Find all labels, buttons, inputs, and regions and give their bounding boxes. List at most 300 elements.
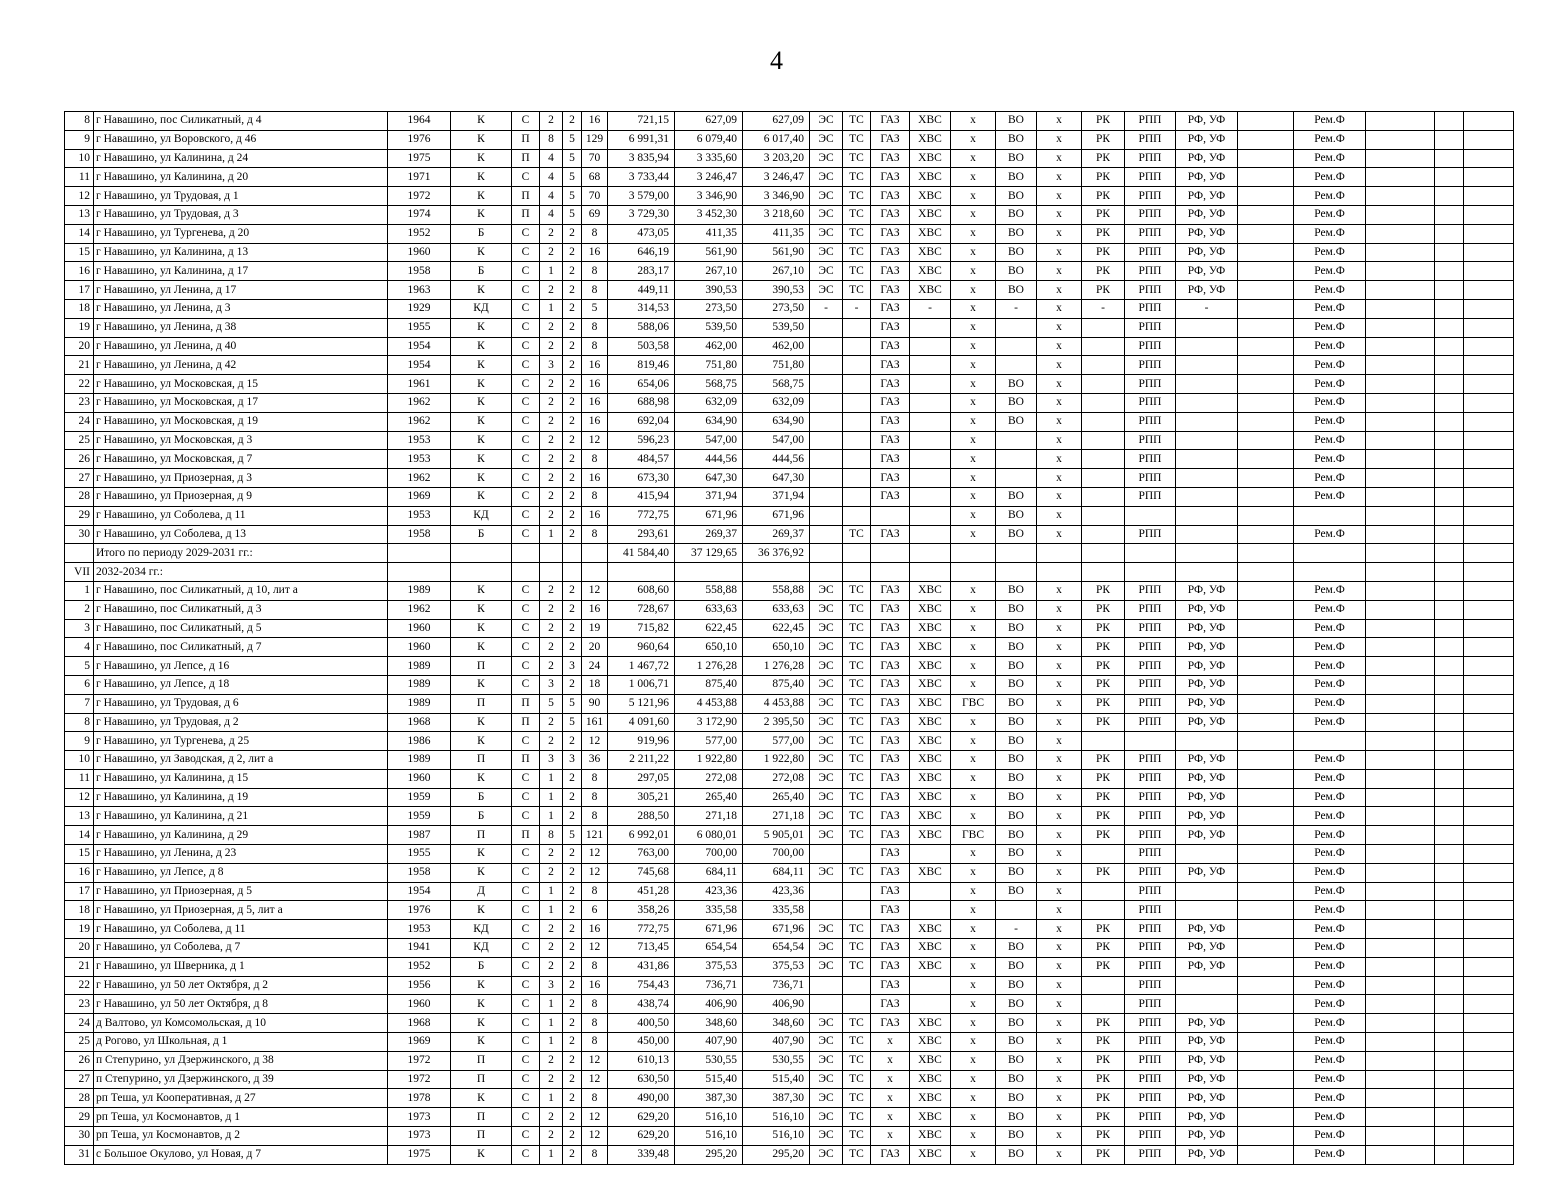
table-cell: РПП <box>1125 112 1176 131</box>
table-cell: 305,21 <box>608 788 675 807</box>
table-cell: ЭС <box>810 149 843 168</box>
table-cell: 4 <box>540 149 563 168</box>
table-cell: 1 <box>540 299 563 318</box>
table-cell <box>540 544 563 563</box>
table-cell: ВО <box>996 168 1037 187</box>
table-cell: 411,35 <box>743 224 810 243</box>
table-cell: К <box>451 845 512 864</box>
table-cell: 1960 <box>388 638 451 657</box>
table-cell <box>1435 262 1464 281</box>
table-cell: 70 <box>582 149 608 168</box>
table-cell: ГАЗ <box>871 807 910 826</box>
table-cell: 1971 <box>388 168 451 187</box>
table-cell: с Большое Окулово, ул Новая, д 7 <box>94 1145 388 1164</box>
table-cell <box>1435 187 1464 206</box>
table-cell: 1972 <box>388 1051 451 1070</box>
table-cell: ГАЗ <box>871 581 910 600</box>
table-cell: х <box>1037 112 1082 131</box>
table-cell: ВО <box>996 205 1037 224</box>
table-cell <box>1238 1127 1294 1146</box>
table-cell: РПП <box>1125 863 1176 882</box>
table-cell: 2 211,22 <box>608 751 675 770</box>
table-cell: ГАЗ <box>871 375 910 394</box>
table-cell <box>1435 469 1464 488</box>
table-cell: 647,30 <box>743 469 810 488</box>
table-cell: ХВС <box>910 112 951 131</box>
table-cell <box>1435 976 1464 995</box>
table-cell <box>910 450 951 469</box>
table-cell <box>1366 638 1435 657</box>
table-cell <box>1435 939 1464 958</box>
table-cell: ЭС <box>810 863 843 882</box>
table-cell: 406,90 <box>675 995 743 1014</box>
table-cell <box>1037 563 1082 582</box>
table-cell: 272,08 <box>675 769 743 788</box>
table-cell <box>1366 995 1435 1014</box>
table-cell: 2 <box>540 487 563 506</box>
table-cell: 1974 <box>388 205 451 224</box>
table-cell: х <box>951 393 996 412</box>
table-cell <box>951 544 996 563</box>
table-row <box>65 112 1514 131</box>
table-cell: 5 905,01 <box>743 826 810 845</box>
table-cell: 2 <box>540 657 563 676</box>
table-cell: 1968 <box>388 713 451 732</box>
table-cell: ВО <box>996 845 1037 864</box>
table-cell: 273,50 <box>675 299 743 318</box>
table-cell: ГАЗ <box>871 224 910 243</box>
table-cell: 20 <box>65 939 94 958</box>
table-cell: С <box>512 863 540 882</box>
table-cell: 5 <box>563 168 582 187</box>
housing-table <box>64 111 1514 1165</box>
table-cell: Рем.Ф <box>1294 412 1366 431</box>
table-cell: К <box>451 337 512 356</box>
table-cell: 1960 <box>388 243 451 262</box>
table-cell: РПП <box>1125 957 1176 976</box>
table-cell: ГАЗ <box>871 149 910 168</box>
table-cell: г Навашино, ул Ленина, д 40 <box>94 337 388 356</box>
table-cell: Рем.Ф <box>1294 281 1366 300</box>
table-cell <box>1238 1070 1294 1089</box>
table-cell <box>1464 713 1514 732</box>
table-cell: х <box>1037 901 1082 920</box>
table-cell: С <box>512 1014 540 1033</box>
table-cell <box>1435 337 1464 356</box>
table-cell: Рем.Ф <box>1294 1070 1366 1089</box>
table-cell <box>1366 412 1435 431</box>
table-cell <box>1366 1051 1435 1070</box>
table-cell: РПП <box>1125 1108 1176 1127</box>
table-cell: РК <box>1082 619 1125 638</box>
table-cell: г Навашино, ул Московская, д 17 <box>94 393 388 412</box>
table-cell: РК <box>1082 769 1125 788</box>
table-cell <box>1366 469 1435 488</box>
table-cell: 90 <box>582 694 608 713</box>
table-row <box>65 826 1514 845</box>
table-cell <box>1294 732 1366 751</box>
table-cell: 4 453,88 <box>743 694 810 713</box>
table-cell: ГАЗ <box>871 600 910 619</box>
table-cell: ТС <box>843 168 871 187</box>
table-cell <box>1082 412 1125 431</box>
table-cell: г Навашино, ул Ленина, д 23 <box>94 845 388 864</box>
table-cell <box>910 393 951 412</box>
table-cell: РФ, УФ <box>1176 807 1238 826</box>
table-cell: 2 <box>540 112 563 131</box>
table-cell <box>1082 375 1125 394</box>
table-cell: 24 <box>65 1014 94 1033</box>
table-cell: ХВС <box>910 168 951 187</box>
table-cell <box>1176 544 1238 563</box>
table-cell: 24 <box>65 412 94 431</box>
table-cell <box>1435 600 1464 619</box>
table-cell: 37 129,65 <box>675 544 743 563</box>
table-cell <box>1366 149 1435 168</box>
table-cell <box>1366 168 1435 187</box>
table-cell <box>1435 751 1464 770</box>
table-cell: ТС <box>843 694 871 713</box>
table-cell: 335,58 <box>743 901 810 920</box>
table-cell <box>1464 299 1514 318</box>
table-cell: ХВС <box>910 788 951 807</box>
table-cell: 390,53 <box>743 281 810 300</box>
table-cell <box>1435 995 1464 1014</box>
table-cell <box>843 393 871 412</box>
table-cell <box>1435 281 1464 300</box>
table-cell: х <box>1037 713 1082 732</box>
table-cell: РФ, УФ <box>1176 1127 1238 1146</box>
table-cell: РПП <box>1125 788 1176 807</box>
table-cell: П <box>451 1051 512 1070</box>
table-cell <box>1366 431 1435 450</box>
table-cell: РПП <box>1125 694 1176 713</box>
table-cell: 1 922,80 <box>675 751 743 770</box>
table-cell <box>1238 1051 1294 1070</box>
table-cell: 16 <box>582 506 608 525</box>
table-cell <box>1366 600 1435 619</box>
table-cell: РПП <box>1125 431 1176 450</box>
table-cell <box>810 469 843 488</box>
table-cell: 1 <box>540 525 563 544</box>
table-cell: 622,45 <box>743 619 810 638</box>
table-cell: РК <box>1082 920 1125 939</box>
table-cell: К <box>451 450 512 469</box>
table-cell: ХВС <box>910 600 951 619</box>
table-cell <box>1176 375 1238 394</box>
table-cell <box>996 450 1037 469</box>
table-cell: С <box>512 1145 540 1164</box>
table-cell: г Навашино, ул Ленина, д 42 <box>94 356 388 375</box>
table-cell <box>1082 431 1125 450</box>
table-cell: 2 <box>540 506 563 525</box>
table-cell <box>1238 431 1294 450</box>
table-cell: 10 <box>65 149 94 168</box>
table-cell: РПП <box>1125 920 1176 939</box>
table-cell: ВО <box>996 638 1037 657</box>
table-cell <box>512 563 540 582</box>
table-cell <box>1464 205 1514 224</box>
table-cell: 7 <box>65 694 94 713</box>
table-cell: 503,58 <box>608 337 675 356</box>
table-cell <box>1176 431 1238 450</box>
table-cell <box>1366 694 1435 713</box>
table-cell: ЭС <box>810 657 843 676</box>
table-cell: ТС <box>843 713 871 732</box>
table-cell: 629,20 <box>608 1108 675 1127</box>
table-cell <box>1366 713 1435 732</box>
table-cell: РПП <box>1125 299 1176 318</box>
table-cell: г Навашино, ул Калинина, д 21 <box>94 807 388 826</box>
table-cell: РПП <box>1125 939 1176 958</box>
table-cell: 530,55 <box>675 1051 743 1070</box>
table-cell: 1962 <box>388 393 451 412</box>
table-cell: 68 <box>582 168 608 187</box>
table-cell: 70 <box>582 187 608 206</box>
table-cell <box>843 976 871 995</box>
table-cell: Рем.Ф <box>1294 600 1366 619</box>
table-cell: г Навашино, ул Лепсе, д 16 <box>94 657 388 676</box>
table-cell: Рем.Ф <box>1294 807 1366 826</box>
table-cell <box>1366 826 1435 845</box>
table-cell: ХВС <box>910 130 951 149</box>
table-cell <box>1435 1145 1464 1164</box>
table-cell: ГАЗ <box>871 130 910 149</box>
table-cell: Рем.Ф <box>1294 1127 1366 1146</box>
table-cell: 627,09 <box>675 112 743 131</box>
table-cell: 16 <box>582 243 608 262</box>
table-cell <box>1366 224 1435 243</box>
table-cell: 27 <box>65 469 94 488</box>
table-cell: 1 <box>65 581 94 600</box>
table-cell: РФ, УФ <box>1176 600 1238 619</box>
table-cell: 633,63 <box>675 600 743 619</box>
table-cell: 650,10 <box>675 638 743 657</box>
table-cell <box>1464 1127 1514 1146</box>
table-cell: 2 <box>563 769 582 788</box>
table-cell: 12 <box>582 1108 608 1127</box>
table-cell: 561,90 <box>675 243 743 262</box>
table-cell <box>1464 281 1514 300</box>
table-cell <box>1435 920 1464 939</box>
table-cell: К <box>451 976 512 995</box>
table-row <box>65 318 1514 337</box>
table-cell: 8 <box>540 826 563 845</box>
table-cell <box>1366 675 1435 694</box>
table-cell: 12 <box>582 1051 608 1070</box>
table-cell <box>1366 318 1435 337</box>
table-cell: ХВС <box>910 281 951 300</box>
table-cell: ЭС <box>810 1070 843 1089</box>
table-cell: ВО <box>996 1033 1037 1052</box>
table-cell: Рем.Ф <box>1294 657 1366 676</box>
table-cell: Рем.Ф <box>1294 788 1366 807</box>
table-cell: ТС <box>843 732 871 751</box>
table-cell <box>1176 318 1238 337</box>
table-cell <box>1464 243 1514 262</box>
table-cell: ВО <box>996 375 1037 394</box>
table-cell: ГАЗ <box>871 675 910 694</box>
table-cell: 462,00 <box>743 337 810 356</box>
table-cell <box>1366 262 1435 281</box>
table-cell <box>1464 1108 1514 1127</box>
table-cell: РПП <box>1125 1089 1176 1108</box>
table-cell: П <box>451 694 512 713</box>
table-cell: 2 <box>563 506 582 525</box>
table-cell: 2 <box>540 243 563 262</box>
table-cell: х <box>1037 187 1082 206</box>
table-cell: РПП <box>1125 487 1176 506</box>
table-cell: 12 <box>582 1127 608 1146</box>
table-cell: РК <box>1082 675 1125 694</box>
table-cell: х <box>951 1051 996 1070</box>
table-cell: х <box>951 318 996 337</box>
table-cell: х <box>1037 1033 1082 1052</box>
table-cell: 2 <box>540 337 563 356</box>
table-cell: г Навашино, ул Московская, д 19 <box>94 412 388 431</box>
table-cell: Б <box>451 788 512 807</box>
table-cell: 8 <box>582 318 608 337</box>
table-cell <box>1238 826 1294 845</box>
table-cell: ЭС <box>810 243 843 262</box>
table-cell: 1972 <box>388 1070 451 1089</box>
table-cell: ГАЗ <box>871 845 910 864</box>
table-cell <box>1238 1033 1294 1052</box>
table-cell: 568,75 <box>743 375 810 394</box>
table-cell: 1954 <box>388 882 451 901</box>
table-cell: 2 <box>563 1070 582 1089</box>
table-cell: 2 <box>540 318 563 337</box>
table-cell: К <box>451 600 512 619</box>
table-cell <box>1125 563 1176 582</box>
table-cell: 295,20 <box>743 1145 810 1164</box>
table-cell: 339,48 <box>608 1145 675 1164</box>
table-cell <box>1238 807 1294 826</box>
table-cell: П <box>512 130 540 149</box>
table-cell: х <box>1037 149 1082 168</box>
table-cell: РПП <box>1125 675 1176 694</box>
table-cell: ВО <box>996 1127 1037 1146</box>
table-cell: 875,40 <box>743 675 810 694</box>
table-cell: х <box>1037 694 1082 713</box>
table-cell: РФ, УФ <box>1176 788 1238 807</box>
table-cell <box>810 487 843 506</box>
table-cell <box>1464 882 1514 901</box>
table-cell: Рем.Ф <box>1294 939 1366 958</box>
table-cell: г Навашино, ул Соболева, д 11 <box>94 506 388 525</box>
table-cell: 8 <box>582 1145 608 1164</box>
table-cell: С <box>512 901 540 920</box>
table-cell: 3 346,90 <box>743 187 810 206</box>
table-cell <box>1238 939 1294 958</box>
table-cell: РПП <box>1125 187 1176 206</box>
table-cell <box>1238 506 1294 525</box>
table-cell <box>1238 112 1294 131</box>
table-row <box>65 243 1514 262</box>
table-cell: К <box>451 1145 512 1164</box>
table-cell <box>1238 187 1294 206</box>
table-cell: РК <box>1082 581 1125 600</box>
table-cell <box>1082 337 1125 356</box>
table-cell: 1 <box>540 901 563 920</box>
table-cell <box>1366 393 1435 412</box>
table-cell: 1958 <box>388 525 451 544</box>
table-cell: РФ, УФ <box>1176 769 1238 788</box>
table-cell: х <box>951 732 996 751</box>
table-cell: г Навашино, ул Соболева, д 13 <box>94 525 388 544</box>
table-cell: 1969 <box>388 487 451 506</box>
table-cell: 2 <box>563 976 582 995</box>
table-cell: г Навашино, ул Лепсе, д 18 <box>94 675 388 694</box>
table-cell <box>996 431 1037 450</box>
table-cell: РФ, УФ <box>1176 713 1238 732</box>
table-cell <box>1082 976 1125 995</box>
table-cell: 633,63 <box>743 600 810 619</box>
table-cell <box>1082 356 1125 375</box>
table-cell: ТС <box>843 205 871 224</box>
table-cell: 622,45 <box>675 619 743 638</box>
table-cell: 371,94 <box>675 487 743 506</box>
table-cell: 8 <box>582 882 608 901</box>
table-cell: 515,40 <box>675 1070 743 1089</box>
table-cell <box>843 845 871 864</box>
table-cell: 15 <box>65 845 94 864</box>
table-cell: С <box>512 318 540 337</box>
table-cell: 754,43 <box>608 976 675 995</box>
table-cell: К <box>451 318 512 337</box>
table-cell <box>1464 431 1514 450</box>
table-cell: х <box>1037 431 1082 450</box>
table-cell <box>582 563 608 582</box>
table-cell <box>1238 487 1294 506</box>
table-cell: 1969 <box>388 1033 451 1052</box>
table-cell: 31 <box>65 1145 94 1164</box>
table-cell: ЭС <box>810 581 843 600</box>
table-cell: ТС <box>843 619 871 638</box>
table-cell: РФ, УФ <box>1176 619 1238 638</box>
table-cell: х <box>951 469 996 488</box>
table-cell: 516,10 <box>743 1108 810 1127</box>
table-cell: 2 <box>563 1033 582 1052</box>
table-cell: х <box>1037 412 1082 431</box>
table-cell: 692,04 <box>608 412 675 431</box>
table-cell: - <box>1176 299 1238 318</box>
table-cell <box>1464 356 1514 375</box>
table-cell: Рем.Ф <box>1294 356 1366 375</box>
table-cell <box>1435 769 1464 788</box>
table-cell: РК <box>1082 1145 1125 1164</box>
table-cell: 610,13 <box>608 1051 675 1070</box>
table-cell: 1962 <box>388 412 451 431</box>
table-cell: 9 <box>65 732 94 751</box>
table-cell: РК <box>1082 807 1125 826</box>
table-cell: ГАЗ <box>871 112 910 131</box>
table-cell <box>1435 168 1464 187</box>
page-number: 4 <box>770 46 783 75</box>
table-cell: С <box>512 412 540 431</box>
table-cell: г Навашино, ул Трудовая, д 3 <box>94 205 388 224</box>
table-cell: ТС <box>843 243 871 262</box>
table-cell: 4 <box>65 638 94 657</box>
table-cell: ГАЗ <box>871 638 910 657</box>
table-cell: х <box>951 788 996 807</box>
table-cell: К <box>451 187 512 206</box>
table-cell: 269,37 <box>743 525 810 544</box>
table-cell: 444,56 <box>675 450 743 469</box>
table-cell <box>1366 243 1435 262</box>
table-cell <box>1366 619 1435 638</box>
table-cell <box>1464 863 1514 882</box>
